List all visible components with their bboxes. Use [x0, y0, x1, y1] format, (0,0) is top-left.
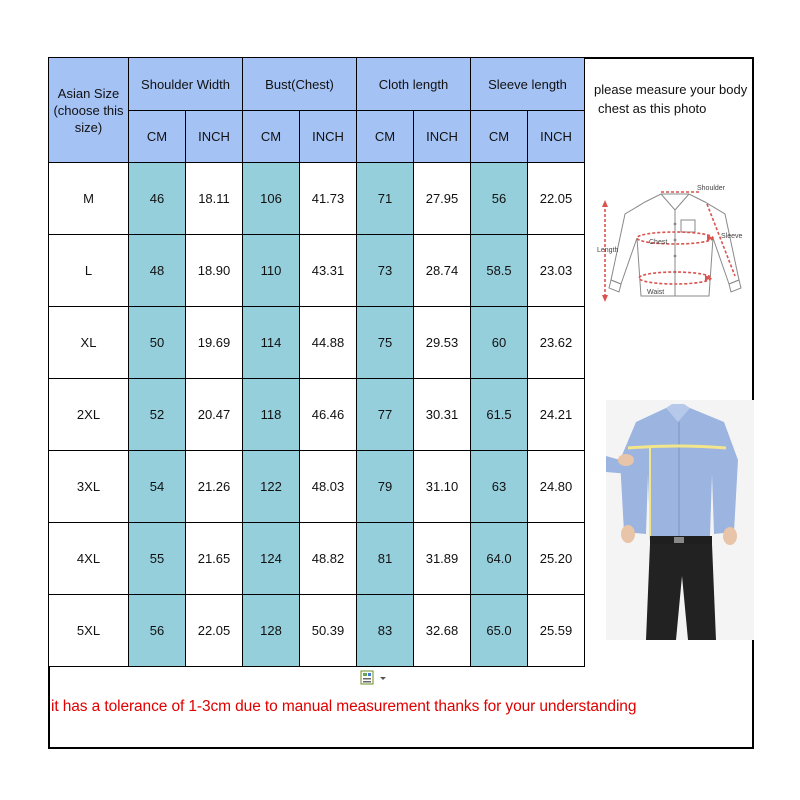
table-row [49, 523, 585, 595]
cm-value: 73 [357, 235, 414, 307]
unit-cm: CM [471, 111, 528, 163]
size-label: 5XL [49, 595, 129, 667]
bust-chest-header: Bust(Chest) [243, 58, 357, 111]
shirt-measurement-diagram [597, 180, 753, 316]
cm-value: 118 [243, 379, 300, 451]
cm-value: 64.0 [471, 523, 528, 595]
cm-value: 58.5 [471, 235, 528, 307]
inch-value: 22.05 [186, 595, 243, 667]
unit-inch: INCH [186, 111, 243, 163]
cm-value: 46 [129, 163, 186, 235]
unit-inch: INCH [528, 111, 585, 163]
inch-value: 48.82 [300, 523, 357, 595]
tolerance-note: it has a tolerance of 1-3cm due to manual measurement thanks for your understanding [51, 698, 637, 715]
inch-value: 41.73 [300, 163, 357, 235]
unit-inch: INCH [300, 111, 357, 163]
label-length: Length [597, 247, 619, 254]
cm-value: 75 [357, 307, 414, 379]
cm-value: 106 [243, 163, 300, 235]
table-row [49, 235, 585, 307]
table-row [49, 379, 585, 451]
size-label: L [49, 235, 129, 307]
inch-value: 23.03 [528, 235, 585, 307]
inch-value: 21.65 [186, 523, 243, 595]
asian-size-header [49, 58, 129, 163]
instructions-line-2: chest as this photo [598, 101, 707, 116]
cm-value: 56 [129, 595, 186, 667]
unit-cm: CM [357, 111, 414, 163]
instructions-line-1: please measure your body [594, 82, 748, 97]
cm-value: 56 [471, 163, 528, 235]
inch-value: 30.31 [414, 379, 471, 451]
size-rows [49, 163, 585, 667]
inch-value: 18.90 [186, 235, 243, 307]
inch-value: 18.11 [186, 163, 243, 235]
unit-row [49, 111, 585, 163]
cm-value: 63 [471, 451, 528, 523]
cm-value: 48 [129, 235, 186, 307]
cm-value: 81 [357, 523, 414, 595]
cm-value: 79 [357, 451, 414, 523]
size-label: M [49, 163, 129, 235]
unit-cm: CM [243, 111, 300, 163]
inch-value: 29.53 [414, 307, 471, 379]
cm-value: 65.0 [471, 595, 528, 667]
size-label: XL [49, 307, 129, 379]
cm-value: 61.5 [471, 379, 528, 451]
unit-inch: INCH [414, 111, 471, 163]
table-row [49, 595, 585, 667]
cm-value: 54 [129, 451, 186, 523]
shoulder-width-header: Shoulder Width [129, 58, 243, 111]
model-measure-photo [606, 400, 754, 640]
unit-cm: CM [129, 111, 186, 163]
paste-options-icon[interactable] [360, 670, 390, 686]
table-row [49, 163, 585, 235]
cm-value: 77 [357, 379, 414, 451]
inch-value: 19.69 [186, 307, 243, 379]
inch-value: 43.31 [300, 235, 357, 307]
size-label: 3XL [49, 451, 129, 523]
label-sleeve: Sleeve [721, 233, 743, 240]
cm-value: 50 [129, 307, 186, 379]
cm-value: 52 [129, 379, 186, 451]
inch-value: 23.62 [528, 307, 585, 379]
size-label: 4XL [49, 523, 129, 595]
cm-value: 128 [243, 595, 300, 667]
sleeve-length-header: Sleeve length [471, 58, 585, 111]
table-row [49, 451, 585, 523]
inch-value: 46.46 [300, 379, 357, 451]
chevron-down-icon [380, 677, 386, 680]
inch-value: 27.95 [414, 163, 471, 235]
cm-value: 60 [471, 307, 528, 379]
size-table [48, 57, 585, 667]
inch-value: 32.68 [414, 595, 471, 667]
inch-value: 25.20 [528, 523, 585, 595]
label-waist: Waist [647, 289, 665, 296]
cm-value: 55 [129, 523, 186, 595]
cm-value: 83 [357, 595, 414, 667]
cm-value: 122 [243, 451, 300, 523]
asian-size-title: Asian Size [57, 85, 120, 101]
inch-value: 31.10 [414, 451, 471, 523]
asian-size-sub: (choose this [53, 102, 124, 118]
inch-value: 20.47 [186, 379, 243, 451]
inch-value: 31.89 [414, 523, 471, 595]
table-row [49, 307, 585, 379]
inch-value: 24.21 [528, 379, 585, 451]
cm-value: 114 [243, 307, 300, 379]
inch-value: 28.74 [414, 235, 471, 307]
cm-value: 71 [357, 163, 414, 235]
cm-value: 110 [243, 235, 300, 307]
cm-value: 124 [243, 523, 300, 595]
label-chest: Chest [649, 239, 668, 246]
measure-instructions [594, 80, 754, 118]
asian-size-sub2: size) [74, 119, 103, 135]
inch-value: 25.59 [528, 595, 585, 667]
inch-value: 48.03 [300, 451, 357, 523]
cloth-length-header: Cloth length [357, 58, 471, 111]
inch-value: 22.05 [528, 163, 585, 235]
label-shoulder: Shoulder [697, 185, 726, 192]
inch-value: 44.88 [300, 307, 357, 379]
header-row [49, 58, 585, 111]
inch-value: 24.80 [528, 451, 585, 523]
inch-value: 50.39 [300, 595, 357, 667]
inch-value: 21.26 [186, 451, 243, 523]
size-label: 2XL [49, 379, 129, 451]
